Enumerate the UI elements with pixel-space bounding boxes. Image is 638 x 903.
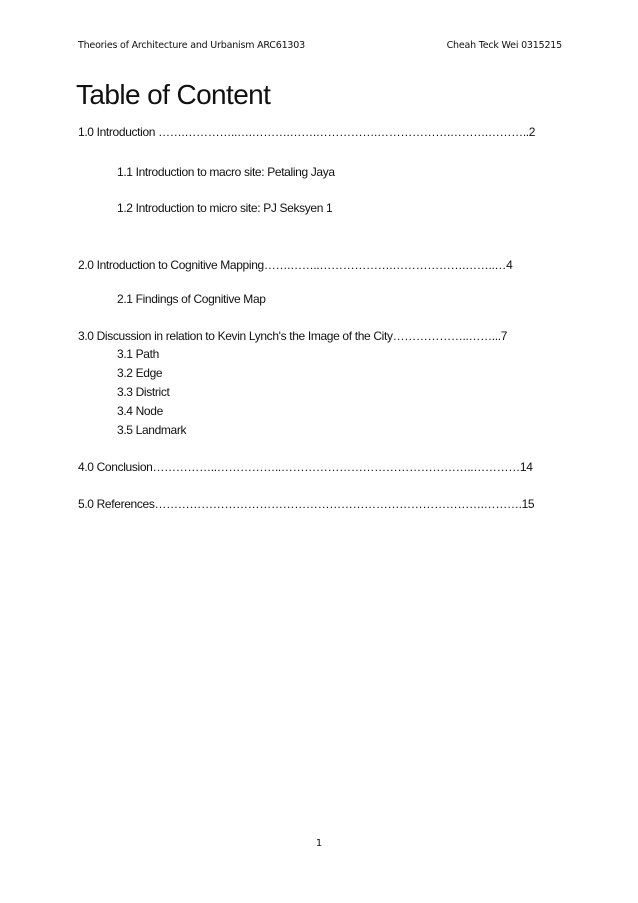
header-author: Cheah Teck Wei 0315215 [446,40,562,51]
toc-entry-edge[interactable]: 3.2 Edge [117,366,163,380]
toc-entry-micro-site[interactable]: 1.2 Introduction to micro site: PJ Seksyen 1 [117,201,333,215]
toc-entry-introduction[interactable]: 1.0 Introduction …….…………..….……….…….…………….……………….……….………..2 [78,125,536,139]
page-header [78,40,562,54]
toc-entry-conclusion[interactable]: 4.0 Conclusion……………..……………..…………………………………………..…………14 [78,460,533,474]
toc-entry-discussion[interactable]: 3.0 Discussion in relation to Kevin Lynch's the Image of the City………………..……...7 [78,329,508,343]
toc-entry-district[interactable]: 3.3 District [117,385,170,399]
page-number: 1 [315,838,323,849]
toc-entry-cognitive-map-findings[interactable]: 2.1 Findings of Cognitive Map [117,292,266,306]
toc-entry-path[interactable]: 3.1 Path [117,347,159,361]
toc-entry-landmark[interactable]: 3.5 Landmark [117,423,187,437]
toc-entry-macro-site[interactable]: 1.1 Introduction to macro site: Petaling Jaya [117,165,335,179]
toc-entry-references[interactable]: 5.0 References………………………………………………………………………….……….15 [78,497,535,511]
toc-entry-node[interactable]: 3.4 Node [117,404,163,418]
header-course-title: Theories of Architecture and Urbanism ARC61303 [78,40,305,51]
toc-entry-cognitive-mapping[interactable]: 2.0 Introduction to Cognitive Mapping…….……..……………….……………….……..…4 [78,258,513,272]
document-title: Table of Content [76,79,271,110]
